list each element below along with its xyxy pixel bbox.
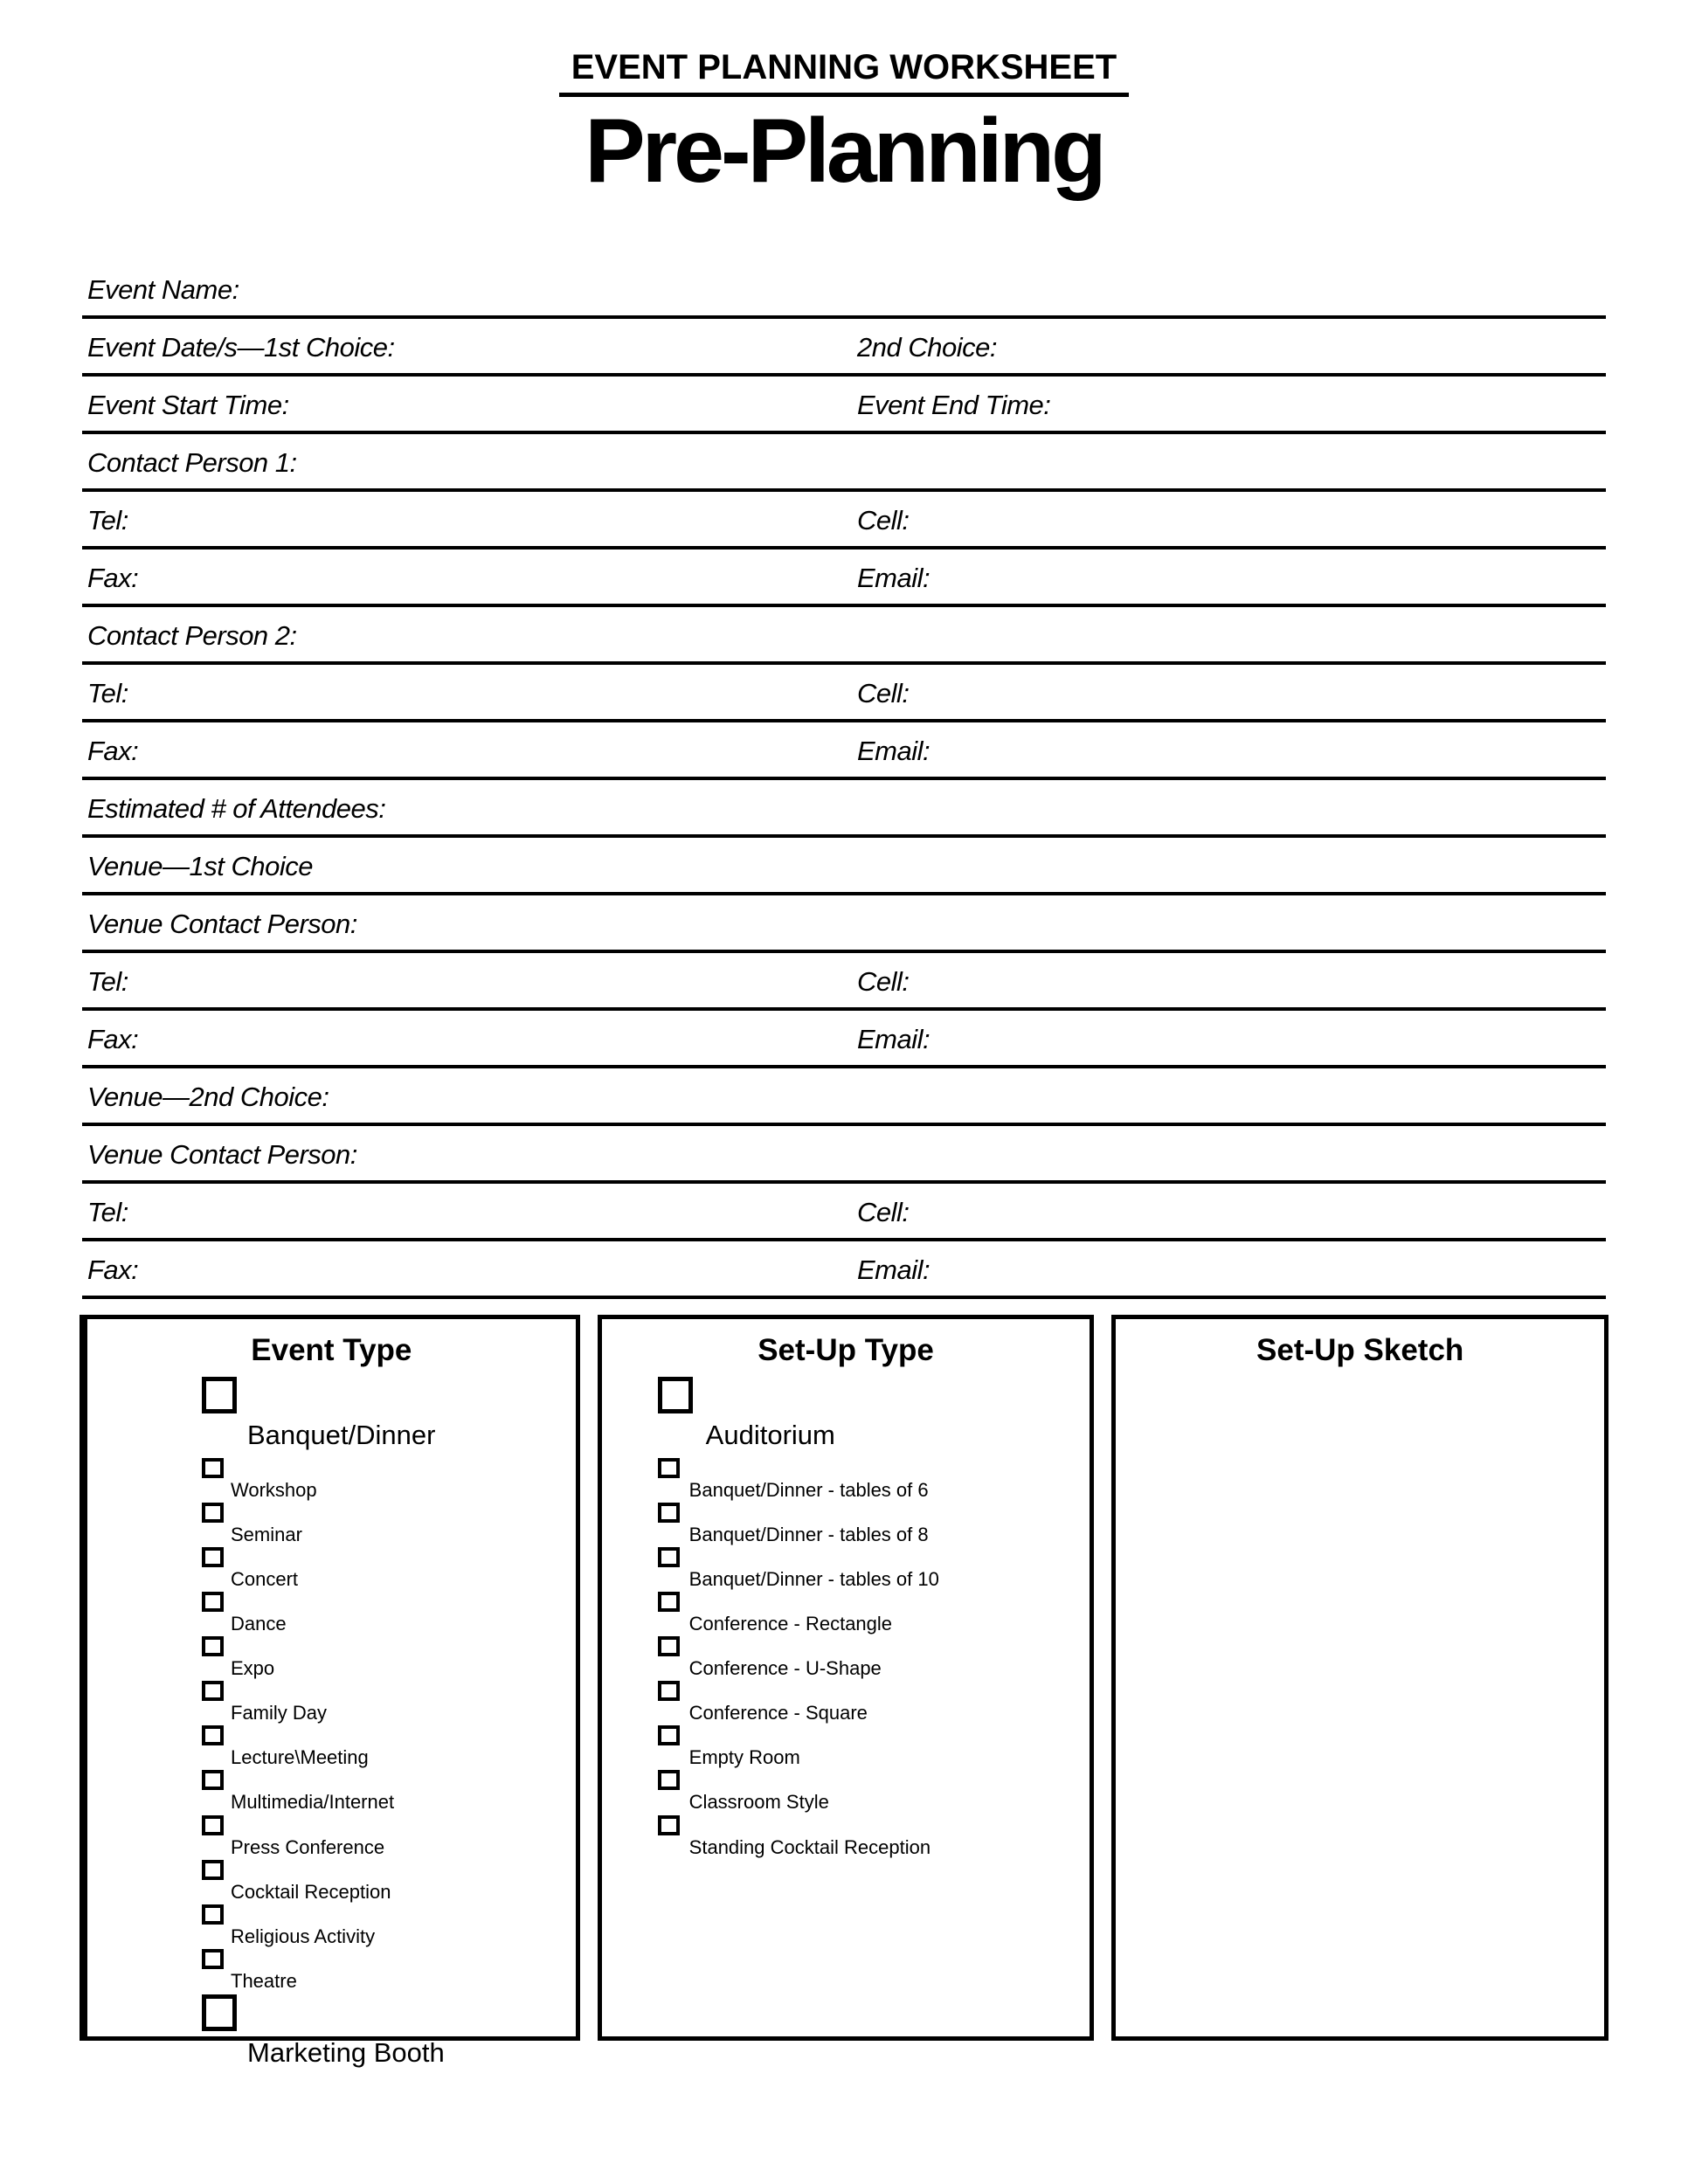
event-type-box (80, 1315, 580, 2068)
checkbox-label-dance: Dance (231, 1613, 287, 1635)
form-row (82, 722, 1606, 780)
checkbox-label-conference-rectangle: Conference - Rectangle (688, 1613, 893, 1635)
checkbox-conference-u-shape[interactable] (658, 1636, 680, 1656)
checkbox-item (202, 1904, 576, 1946)
cell-label: Cell: (857, 505, 910, 536)
form-row (82, 665, 1606, 722)
checkbox-item (202, 1458, 576, 1500)
email-input[interactable] (930, 564, 1606, 604)
checkbox-item (658, 1770, 1090, 1812)
checkbox-item (202, 1815, 576, 1857)
checkbox-label-standing-cocktail-reception: Standing Cocktail Reception (688, 1835, 931, 1858)
checkbox-item (202, 1592, 576, 1634)
cell-input[interactable] (910, 968, 1606, 1007)
tel-input[interactable] (128, 968, 852, 1007)
fax-input[interactable] (138, 1026, 852, 1065)
fax-label: Fax: (87, 736, 139, 766)
email-input[interactable] (930, 737, 1606, 777)
venue-1st-choice-label: Venue—1st Choice (87, 851, 313, 881)
event-start-time-input[interactable] (289, 391, 852, 431)
estimated-of-attendees-input[interactable] (385, 795, 1606, 834)
contact-person-1-input[interactable] (297, 449, 1606, 488)
checkbox-item (658, 1636, 1090, 1678)
cell-input[interactable] (910, 507, 1606, 546)
tel-label: Tel: (87, 966, 128, 997)
pre-planning-form (82, 261, 1606, 1299)
checkbox-banquet-dinner-tables-of-10[interactable] (658, 1547, 680, 1567)
checkbox-label-religious-activity: Religious Activity (231, 1925, 376, 1947)
email-label: Email: (857, 1254, 930, 1285)
event-date-s-1st-choice-label: Event Date/s—1st Choice: (87, 332, 395, 363)
checkbox-theatre[interactable] (202, 1949, 224, 1969)
checkbox-label-lecture-meeting: Lecture\Meeting (231, 1746, 369, 1769)
fax-label: Fax: (87, 1254, 139, 1285)
venue-contact-person-input[interactable] (357, 910, 1606, 950)
venue-contact-person-input[interactable] (357, 1141, 1606, 1180)
event-end-time-label: Event End Time: (857, 390, 1051, 420)
2nd-choice-input[interactable] (997, 334, 1606, 373)
checkbox-lecture-meeting[interactable] (202, 1725, 224, 1745)
setup-type-list (602, 1377, 1090, 1856)
checkbox-banquet-dinner-tables-of-6[interactable] (658, 1458, 680, 1478)
checkbox-seminar[interactable] (202, 1503, 224, 1523)
form-row (82, 1068, 1606, 1126)
cell-input[interactable] (910, 1199, 1606, 1238)
checkbox-classroom-style[interactable] (658, 1770, 680, 1790)
checkbox-label-banquet-dinner-tables-of-6: Banquet/Dinner - tables of 6 (688, 1478, 929, 1501)
checkbox-item (658, 1458, 1090, 1500)
form-row (82, 1011, 1606, 1068)
cell-label: Cell: (857, 966, 910, 997)
contact-person-2-input[interactable] (297, 622, 1606, 661)
event-end-time-input[interactable] (1050, 391, 1606, 431)
checkbox-item (658, 1681, 1090, 1723)
fax-input[interactable] (138, 737, 852, 777)
form-row (82, 319, 1606, 377)
checkbox-multimedia-internet[interactable] (202, 1770, 224, 1790)
checkbox-conference-rectangle[interactable] (658, 1592, 680, 1612)
form-row (82, 261, 1606, 319)
form-row (82, 377, 1606, 434)
checkbox-empty-room[interactable] (658, 1725, 680, 1745)
form-row (82, 838, 1606, 895)
tel-input[interactable] (128, 1199, 852, 1238)
checkbox-label-seminar: Seminar (231, 1523, 302, 1545)
checkbox-label-auditorium: Auditorium (705, 1420, 835, 1451)
checkbox-label-family-day: Family Day (231, 1702, 328, 1724)
checkbox-religious-activity[interactable] (202, 1904, 224, 1925)
checkbox-banquet-dinner[interactable] (202, 1377, 237, 1413)
checkbox-label-press-conference: Press Conference (231, 1835, 385, 1858)
event-name-input[interactable] (239, 276, 1606, 315)
checkbox-label-theatre: Theatre (231, 1969, 297, 1992)
boxes-section (80, 1315, 1608, 2068)
form-row (82, 895, 1606, 953)
form-row (82, 549, 1606, 607)
tel-input[interactable] (128, 507, 852, 546)
form-row (82, 434, 1606, 492)
checkbox-auditorium[interactable] (658, 1377, 693, 1413)
setup-type-box (598, 1315, 1095, 2041)
header (0, 0, 1688, 202)
fax-label: Fax: (87, 1024, 139, 1054)
event-start-time-label: Event Start Time: (87, 390, 289, 420)
checkbox-label-conference-square: Conference - Square (688, 1702, 868, 1724)
venue-contact-person-label: Venue Contact Person: (87, 1139, 357, 1170)
checkbox-banquet-dinner-tables-of-8[interactable] (658, 1503, 680, 1523)
form-row (82, 953, 1606, 1011)
checkbox-item (202, 1681, 576, 1723)
fax-input[interactable] (138, 564, 852, 604)
estimated-of-attendees-label: Estimated # of Attendees: (87, 793, 386, 824)
checkbox-workshop[interactable] (202, 1458, 224, 1478)
cell-label: Cell: (857, 678, 910, 708)
event-type-list (87, 1377, 576, 2067)
checkbox-cocktail-reception[interactable] (202, 1860, 224, 1880)
contact-person-2-label: Contact Person 2: (87, 620, 297, 651)
checkbox-item (202, 1770, 576, 1812)
checkbox-label-conference-u-shape: Conference - U-Shape (688, 1657, 882, 1680)
checkbox-label-banquet-dinner-tables-of-8: Banquet/Dinner - tables of 8 (688, 1523, 929, 1545)
form-row (82, 492, 1606, 549)
tel-input[interactable] (128, 680, 852, 719)
contact-person-1-label: Contact Person 1: (87, 447, 297, 478)
email-input[interactable] (930, 1026, 1606, 1065)
checkbox-label-workshop: Workshop (231, 1478, 317, 1501)
form-row (82, 607, 1606, 665)
checkbox-conference-square[interactable] (658, 1681, 680, 1701)
checkbox-dance[interactable] (202, 1592, 224, 1612)
checkbox-label-marketing-booth: Marketing Booth (247, 2036, 445, 2068)
checkbox-label-classroom-style: Classroom Style (688, 1791, 829, 1814)
checkbox-item (658, 1547, 1090, 1589)
setup-sketch-area[interactable] (1116, 1368, 1604, 2015)
email-label: Email: (857, 1024, 930, 1054)
checkbox-label-banquet-dinner-tables-of-10: Banquet/Dinner - tables of 10 (688, 1567, 939, 1590)
checkbox-standing-cocktail-reception[interactable] (658, 1815, 680, 1835)
tel-label: Tel: (87, 505, 128, 536)
form-row (82, 1184, 1606, 1241)
form-row (82, 1241, 1606, 1299)
checkbox-press-conference[interactable] (202, 1815, 224, 1835)
checkbox-item (658, 1377, 1090, 1450)
checkbox-item (202, 1547, 576, 1589)
tel-label: Tel: (87, 678, 128, 708)
checkbox-expo[interactable] (202, 1636, 224, 1656)
fax-label: Fax: (87, 563, 139, 593)
checkbox-item (202, 1994, 576, 2068)
setup-sketch-title: Set-Up Sketch (1256, 1333, 1464, 1367)
checkbox-label-multimedia-internet: Multimedia/Internet (231, 1791, 395, 1814)
checkbox-item (202, 1377, 576, 1450)
event-type-title: Event Type (251, 1333, 412, 1367)
email-label: Email: (857, 736, 930, 766)
2nd-choice-label: 2nd Choice: (857, 332, 997, 363)
checkbox-item (202, 1503, 576, 1545)
worksheet-heading: EVENT PLANNING WORKSHEET (559, 49, 1129, 97)
fax-input[interactable] (138, 1256, 852, 1296)
venue-contact-person-label: Venue Contact Person: (87, 909, 357, 939)
form-row (82, 1126, 1606, 1184)
checkbox-item (658, 1592, 1090, 1634)
checkbox-item (658, 1815, 1090, 1857)
checkbox-label-empty-room: Empty Room (688, 1746, 800, 1769)
setup-type-title: Set-Up Type (758, 1333, 934, 1367)
cell-input[interactable] (910, 680, 1606, 719)
checkbox-item (202, 1949, 576, 1991)
venue-2nd-choice-input[interactable] (329, 1083, 1606, 1123)
checkbox-label-concert: Concert (231, 1567, 299, 1590)
venue-2nd-choice-label: Venue—2nd Choice: (87, 1082, 329, 1112)
page-title: Pre-Planning (585, 100, 1103, 202)
venue-1st-choice-input[interactable] (313, 853, 1606, 892)
checkbox-concert[interactable] (202, 1547, 224, 1567)
checkbox-item (202, 1860, 576, 1902)
checkbox-family-day[interactable] (202, 1681, 224, 1701)
checkbox-item (202, 1636, 576, 1678)
event-date-s-1st-choice-input[interactable] (395, 334, 852, 373)
checkbox-item (658, 1503, 1090, 1545)
checkbox-marketing-booth[interactable] (202, 1994, 237, 2031)
checkbox-label-banquet-dinner: Banquet/Dinner (247, 1420, 436, 1451)
checkbox-label-expo: Expo (231, 1657, 275, 1680)
form-row (82, 780, 1606, 838)
email-label: Email: (857, 563, 930, 593)
checkbox-label-cocktail-reception: Cocktail Reception (231, 1880, 391, 1903)
email-input[interactable] (930, 1256, 1606, 1296)
setup-sketch-box (1111, 1315, 1608, 2041)
checkbox-item (202, 1725, 576, 1767)
cell-label: Cell: (857, 1197, 910, 1227)
tel-label: Tel: (87, 1197, 128, 1227)
event-name-label: Event Name: (87, 274, 239, 305)
checkbox-item (658, 1725, 1090, 1767)
